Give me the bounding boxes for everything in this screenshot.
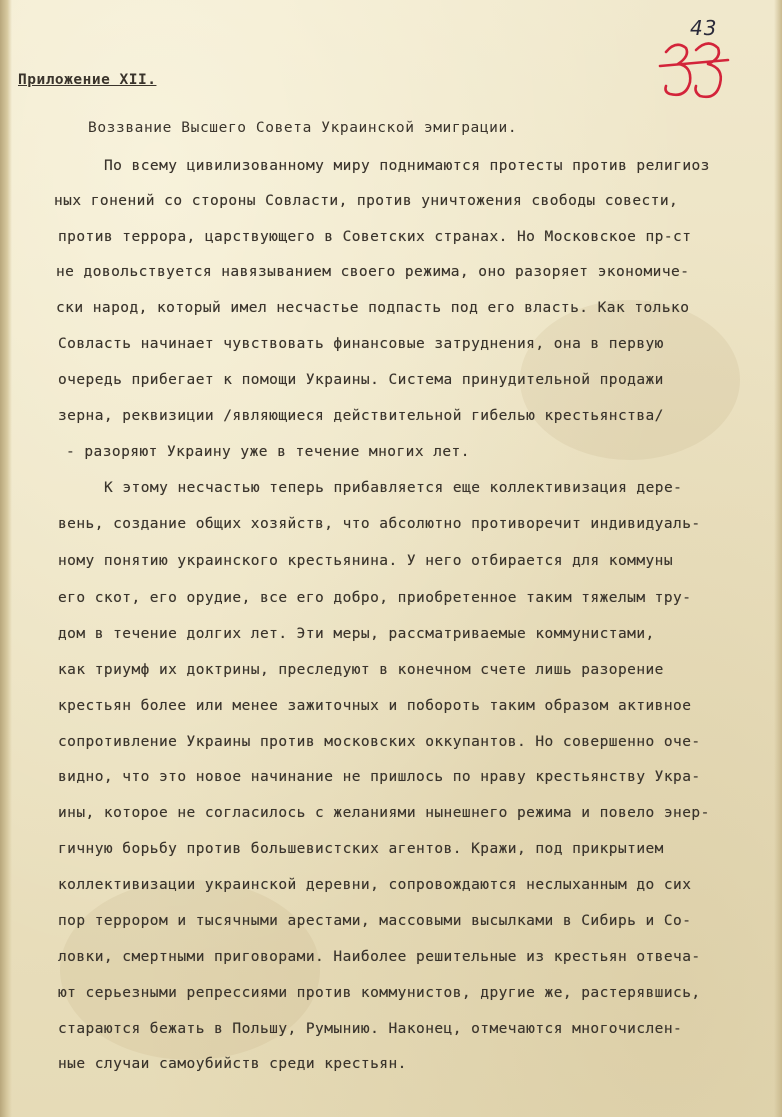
text-line: гичную борьбу против большевистских агентов. Кражи, под прикрытием: [58, 841, 664, 857]
text-line: ные случаи самоубийств среди крестьян.: [58, 1056, 407, 1072]
text-line: ловки, смертными приговорами. Наиболее решительные из крестьян отвеча-: [58, 949, 701, 965]
text-line: ски народ, который имел несчастье подпасть под его власть. Как только: [56, 300, 690, 316]
text-line: ных гонений со стороны Совласти, против уничтожения свободы совести,: [54, 193, 679, 209]
text-line: против террора, царствующего в Советских странах. Но Московское пр-ст: [58, 229, 692, 245]
text-line: вень, создание общих хозяйств, что абсолютно противоречит индивидуаль-: [58, 516, 701, 532]
handwritten-number-33: [660, 43, 728, 96]
text-line: зерна, реквизиции /являющиеся действительной гибелью крестьянства/: [58, 408, 664, 424]
text-line: не довольствуется навязыванием своего режима, оно разоряет экономиче-: [56, 264, 690, 280]
document-title: Воззвание Высшего Совета Украинской эмиграции.: [88, 120, 518, 136]
text-line: дом в течение долгих лет. Эти меры, рассматриваемые коммунистами,: [58, 626, 655, 642]
text-line: По всему цивилизованному миру поднимаются протесты против религиоз: [104, 158, 710, 174]
text-line: пор террором и тысячными арестами, массовыми высылками в Сибирь и Со-: [58, 913, 692, 929]
text-line: его скот, его орудие, все его добро, приобретенное таким тяжелым тру-: [58, 590, 692, 606]
text-line: как триумф их доктрины, преследуют в конечном счете лишь разорение: [58, 662, 664, 678]
text-line: крестьян более или менее зажиточных и побороть таким образом активное: [58, 698, 692, 714]
text-line: очередь прибегает к помощи Украины. Система принудительной продажи: [58, 372, 664, 388]
text-line: стараются бежать в Польшу, Румынию. Наконец, отмечаются многочислен-: [58, 1021, 683, 1037]
text-line: ному понятию украинского крестьянина. У него отбирается для коммуны: [58, 553, 674, 569]
text-line: сопротивление Украины против московских оккупантов. Но совершенно оче-: [58, 734, 701, 750]
paper-left-edge: [0, 0, 12, 1117]
paper-right-edge: [774, 0, 782, 1117]
text-line: - разоряют Украину уже в течение многих лет.: [66, 444, 470, 460]
text-line: Совласть начинает чувствовать финансовые затруднения, она в первую: [58, 336, 664, 352]
archive-number-mark: [652, 34, 732, 114]
text-line: ины, которое не согласилось с желаниями нынешнего режима и повело энер-: [58, 805, 710, 821]
text-line: ют серьезными репрессиями против коммунистов, другие же, растерявшись,: [58, 985, 701, 1001]
appendix-heading: Приложение XII.: [18, 72, 157, 88]
text-line: видно, что это новое начинание не пришлось по нраву крестьянству Укра-: [58, 769, 701, 785]
text-line: коллективизации украинской деревни, сопровождаются неслыханным до сих: [58, 877, 692, 893]
text-line: К этому несчастью теперь прибавляется еще коллективизация дере-: [104, 480, 683, 496]
folio-number: 43: [690, 16, 718, 40]
